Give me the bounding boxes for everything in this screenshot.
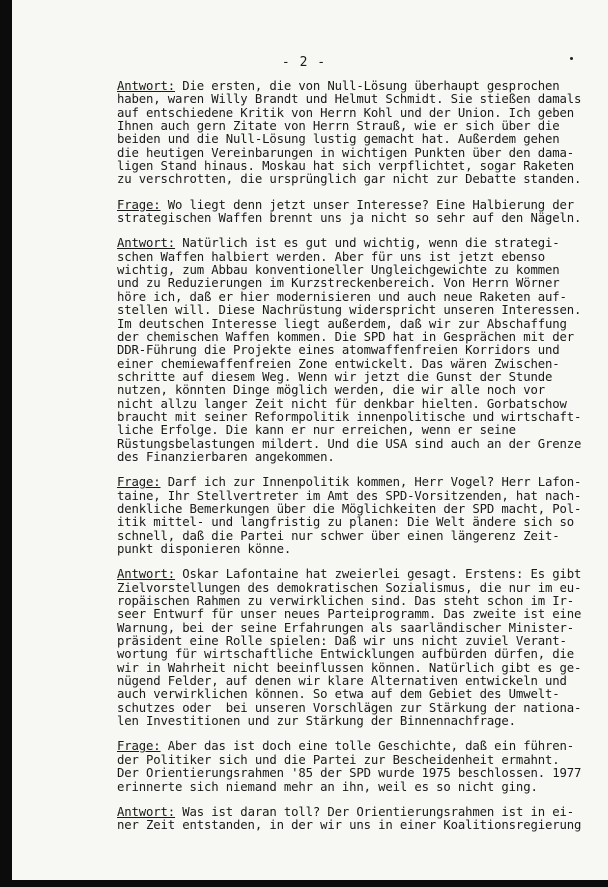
text-line xyxy=(117,675,587,688)
text-line xyxy=(117,754,587,767)
line-text: nutzen, könnten Dinge möglich werden, die wir alle noch vor xyxy=(117,383,545,398)
text-line xyxy=(117,133,587,146)
text-line xyxy=(117,806,587,819)
line-text: nicht allzu langer Zeit nicht für denkbar hielten. Gorbatschow xyxy=(117,396,567,411)
line-text: Wo liegt denn jetzt unser Interesse? Eine Halbierung der xyxy=(160,197,574,212)
question-block xyxy=(117,740,587,793)
line-text: präsident eine Rolle spielen: Daß wir uns nicht zuviel Verant- xyxy=(117,634,567,649)
line-text: Im deutschen Interesse liegt außerdem, daß wir zur Abschaffung xyxy=(117,316,567,331)
line-text: schutzes oder bei unseren Vorschlägen zur Stärkung der nationa- xyxy=(117,700,582,715)
line-text: braucht mit seiner Reformpolitik innenpolitische und wirtschaft- xyxy=(117,409,582,424)
line-text: Aber das ist doch eine tolle Geschichte, daß ein führen- xyxy=(160,739,574,754)
line-text: len Investitionen und zur Stärkung der Binnennachfrage. xyxy=(117,714,516,729)
text-line xyxy=(117,398,587,411)
text-line xyxy=(117,516,587,529)
question-block xyxy=(117,476,587,556)
text-line xyxy=(117,740,587,753)
line-text: Darf ich zur Innenpolitik kommen, Herr Vogel? Herr Lafon- xyxy=(160,475,582,490)
line-text: punkt disponieren könne. xyxy=(117,542,292,556)
text-line xyxy=(117,582,587,595)
line-text: denkliche Bemerkungen über die Möglichkeiten der SPD macht, Pol- xyxy=(117,501,582,516)
text-line xyxy=(117,622,587,635)
text-line xyxy=(117,635,587,648)
text-line xyxy=(117,199,587,212)
text-line xyxy=(117,451,587,464)
text-line xyxy=(117,160,587,173)
line-text: beiden und die Null-Lösung lustig gemacht hat. Außerdem gehen xyxy=(117,132,560,147)
line-text: Oskar Lafontaine hat zweierlei gesagt. Erstens: Es gibt xyxy=(175,567,582,582)
line-text: erinnerte sich niemand mehr an ihn, weil es so nicht ging. xyxy=(117,779,538,794)
text-line xyxy=(117,358,587,371)
line-text: höre ich, daß er hier modernisieren und auch neue Raketen auf- xyxy=(117,289,567,304)
line-text: liche Erfolge. Die kann er nur erreichen, wenn er seine xyxy=(117,423,516,438)
page-number: - 2 - xyxy=(281,55,327,70)
line-text: Natürlich ist es gut und wichtig, wenn die strategi- xyxy=(175,236,560,251)
text-line xyxy=(117,476,587,489)
speaker-label: Antwort: xyxy=(117,79,176,93)
speaker-label: Frage: xyxy=(117,475,161,490)
speaker-label: Frage: xyxy=(117,197,161,212)
text-line xyxy=(117,688,587,701)
line-text: der chemischen Waffen kommen. Die SPD hat in Gesprächen mit der xyxy=(117,329,574,344)
line-text: auch verwirklichen können. So etwa auf dem Gebiet des Umwelt- xyxy=(117,687,560,702)
line-text: wir in Wahrheit nicht beeinflussen können. Natürlich gibt es ge- xyxy=(117,660,582,675)
question-block xyxy=(117,199,587,226)
line-text: schen Waffen halbiert werden. Aber für uns ist jetzt ebenso xyxy=(117,249,545,264)
interview-text xyxy=(117,80,587,845)
line-text: schnell, daß die Partei nur schwer über einen längerenz Zeit- xyxy=(117,528,560,543)
text-line xyxy=(117,212,587,225)
text-line xyxy=(117,120,587,133)
line-text: nügend Felder, auf denen wir klare Alternativen entwickeln und xyxy=(117,674,567,689)
line-text: Was ist daran toll? Der Orientierungsrahmen ist in ei- xyxy=(175,804,574,819)
text-line xyxy=(117,819,587,832)
text-line xyxy=(117,662,587,675)
text-line xyxy=(117,438,587,451)
speaker-label: Antwort: xyxy=(117,804,176,819)
line-text: und zu Reduzierungen im Kurzstreckenbereich. Von Herrn Wörner xyxy=(117,276,560,291)
line-text: schritte auf diesem Weg. Wenn wir jetzt die Gunst der Stunde xyxy=(117,369,553,384)
text-line xyxy=(117,411,587,424)
text-line xyxy=(117,384,587,397)
answer-block xyxy=(117,568,587,728)
text-line xyxy=(117,767,587,780)
text-line xyxy=(117,304,587,317)
speaker-label: Antwort: xyxy=(117,236,176,251)
text-line xyxy=(117,264,587,277)
text-line xyxy=(117,781,587,794)
text-line xyxy=(117,93,587,106)
text-line xyxy=(117,331,587,344)
text-line xyxy=(117,107,587,120)
text-line xyxy=(117,543,587,556)
text-line xyxy=(117,344,587,357)
line-text: strategischen Waffen brennt uns ja nicht so sehr auf den Nägeln. xyxy=(117,211,582,226)
line-text: ligen Stand hinaus. Moskau hat sich verpflichtet, sogar Raketen xyxy=(117,159,574,174)
text-line xyxy=(117,80,587,93)
text-line xyxy=(117,251,587,264)
line-text: DDR-Führung die Projekte eines atomwaffenfreien Korridors und xyxy=(117,343,560,358)
text-line xyxy=(117,277,587,290)
line-text: Rüstungsbelastungen mildert. Und die USA sind auch an der Grenze xyxy=(117,436,582,451)
text-line xyxy=(117,715,587,728)
line-text: zu verschrotten, die ursprünglich gar nicht zur Debatte standen. xyxy=(117,172,582,187)
line-text: der Politiker sich und die Partei zur Bescheidenheit ermahnt. xyxy=(117,752,560,767)
answer-block xyxy=(117,806,587,833)
line-text: taine, Ihr Stellvertreter im Amt des SPD-Vorsitzenden, hat nach- xyxy=(117,488,582,503)
text-line xyxy=(117,530,587,543)
text-line xyxy=(117,371,587,384)
text-line xyxy=(117,173,587,186)
text-line xyxy=(117,318,587,331)
text-line xyxy=(117,291,587,304)
text-line xyxy=(117,147,587,160)
text-line xyxy=(117,568,587,581)
line-text: haben, waren Willy Brandt und Helmut Schmidt. Sie stießen damals xyxy=(117,92,582,107)
line-text: stellen will. Diese Nachrüstung widerspricht unseren Interessen. xyxy=(117,303,582,318)
line-text: Die ersten, die von Null-Lösung überhaupt gesprochen xyxy=(175,79,560,93)
line-text: auf entschiedene Kritik von Herrn Kohl und der Union. Ich geben xyxy=(117,105,574,120)
line-text: ner Zeit entstanden, in der wir uns in einer Koalitionsregierung xyxy=(117,818,582,833)
line-text: wichtig, zum Abbau konventioneller Ungleichgewichte zu kommen xyxy=(117,263,560,278)
answer-block xyxy=(117,80,587,187)
line-text: Warnung, bei der seine Erfahrungen als saarländischer Minister- xyxy=(117,620,574,635)
text-line xyxy=(117,702,587,715)
speaker-label: Frage: xyxy=(117,739,161,754)
line-text: wortung für wirtschaftliche Entwicklungen aufbürden dürfen, die xyxy=(117,647,574,662)
text-line xyxy=(117,424,587,437)
scan-border-left xyxy=(0,0,12,887)
text-line xyxy=(117,237,587,250)
line-text: Zielvorstellungen des demokratischen Sozialismus, die nur im eu- xyxy=(117,580,582,595)
text-line xyxy=(117,503,587,516)
text-line xyxy=(117,608,587,621)
scan-border-bottom xyxy=(0,880,608,887)
line-text: ropäischen Rahmen zu verwirklichen sind. Das steht schon im Ir- xyxy=(117,594,574,609)
text-line xyxy=(117,490,587,503)
speaker-label: Antwort: xyxy=(117,567,176,582)
line-text: seer Entwurf für unser neues Parteiprogramm. Das zweite ist eine xyxy=(117,607,582,622)
answer-block xyxy=(117,237,587,464)
text-line xyxy=(117,595,587,608)
line-text: Ihnen auch gern Zitate von Herrn Strauß, wie er sich über die xyxy=(117,119,560,134)
text-line xyxy=(117,648,587,661)
line-text: die heutigen Vereinbarungen in wichtigen Punkten über den dama- xyxy=(117,145,574,160)
line-text: Der Orientierungsrahmen '85 der SPD wurde 1975 beschlossen. 1977 xyxy=(117,766,582,781)
line-text: itik mittel- und langfristig zu planen: Die Welt ändere sich so xyxy=(117,515,574,530)
line-text: einer chemiewaffenfreien Zone entwickelt. Das wären Zwischen- xyxy=(117,356,560,371)
line-text: des Finanzierbaren angekommen. xyxy=(117,449,335,464)
